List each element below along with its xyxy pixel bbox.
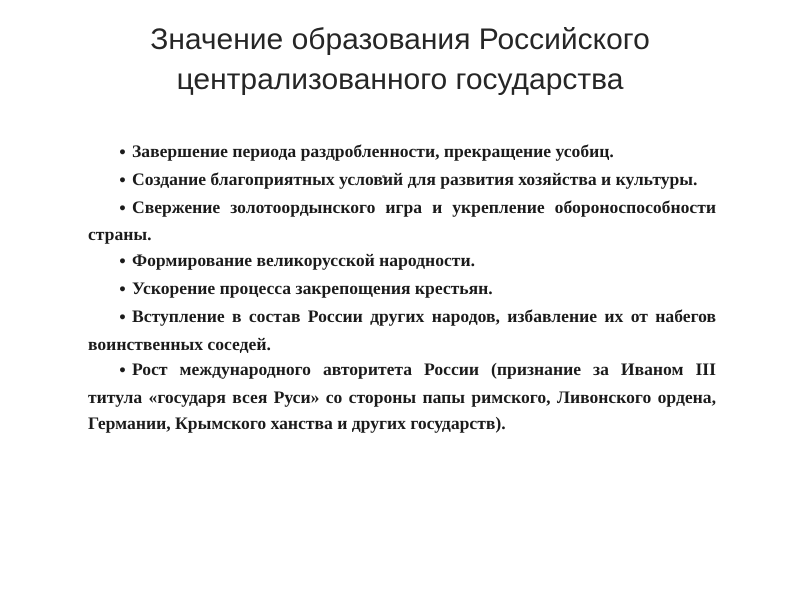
slide-title-line-2: централизованного государства	[176, 63, 624, 96]
bullet-icon: •	[118, 172, 127, 189]
slide-title	[40, 20, 760, 100]
list-item	[88, 167, 716, 195]
list-item-text: Формирование великорусской народности.	[132, 250, 475, 271]
list-item-text: Завершение периода раздробленности, прекращение усобиц.	[132, 141, 614, 161]
bullet-icon: •	[118, 309, 127, 326]
bullet-icon: •	[118, 200, 127, 217]
list-item	[88, 139, 716, 167]
bullet-icon: •	[118, 281, 127, 298]
list-item	[88, 304, 716, 358]
list-item	[88, 248, 716, 276]
bullet-icon: •	[118, 254, 127, 271]
list-item-text: Свержение золотоордынского игра и укрепление обороноспособности страны.	[88, 196, 716, 245]
bullet-icon: •	[118, 363, 127, 380]
bullet-list	[88, 139, 716, 437]
list-item	[88, 195, 716, 249]
list-item-text: Ускорение процесса закрепощения крестьян.	[132, 277, 493, 298]
list-item-text: Вступление в состав России других народов, избавление их от набегов воинственных соседей.	[88, 305, 716, 354]
list-item	[88, 276, 716, 304]
list-item-text: Рост международного авторитета России (признание за Иваном III титула «государя всея Руси» со стороны папы римского, Ливонского ордена, Германии, Крымского ханства и других государств).	[88, 359, 716, 433]
slide-title-line-1: Значение образования Российского	[150, 23, 650, 56]
bullet-icon: •	[118, 145, 127, 161]
list-item	[88, 357, 716, 436]
list-item-text: Создание благоприятных условий для развития хозяйства и культуры.	[132, 168, 698, 189]
